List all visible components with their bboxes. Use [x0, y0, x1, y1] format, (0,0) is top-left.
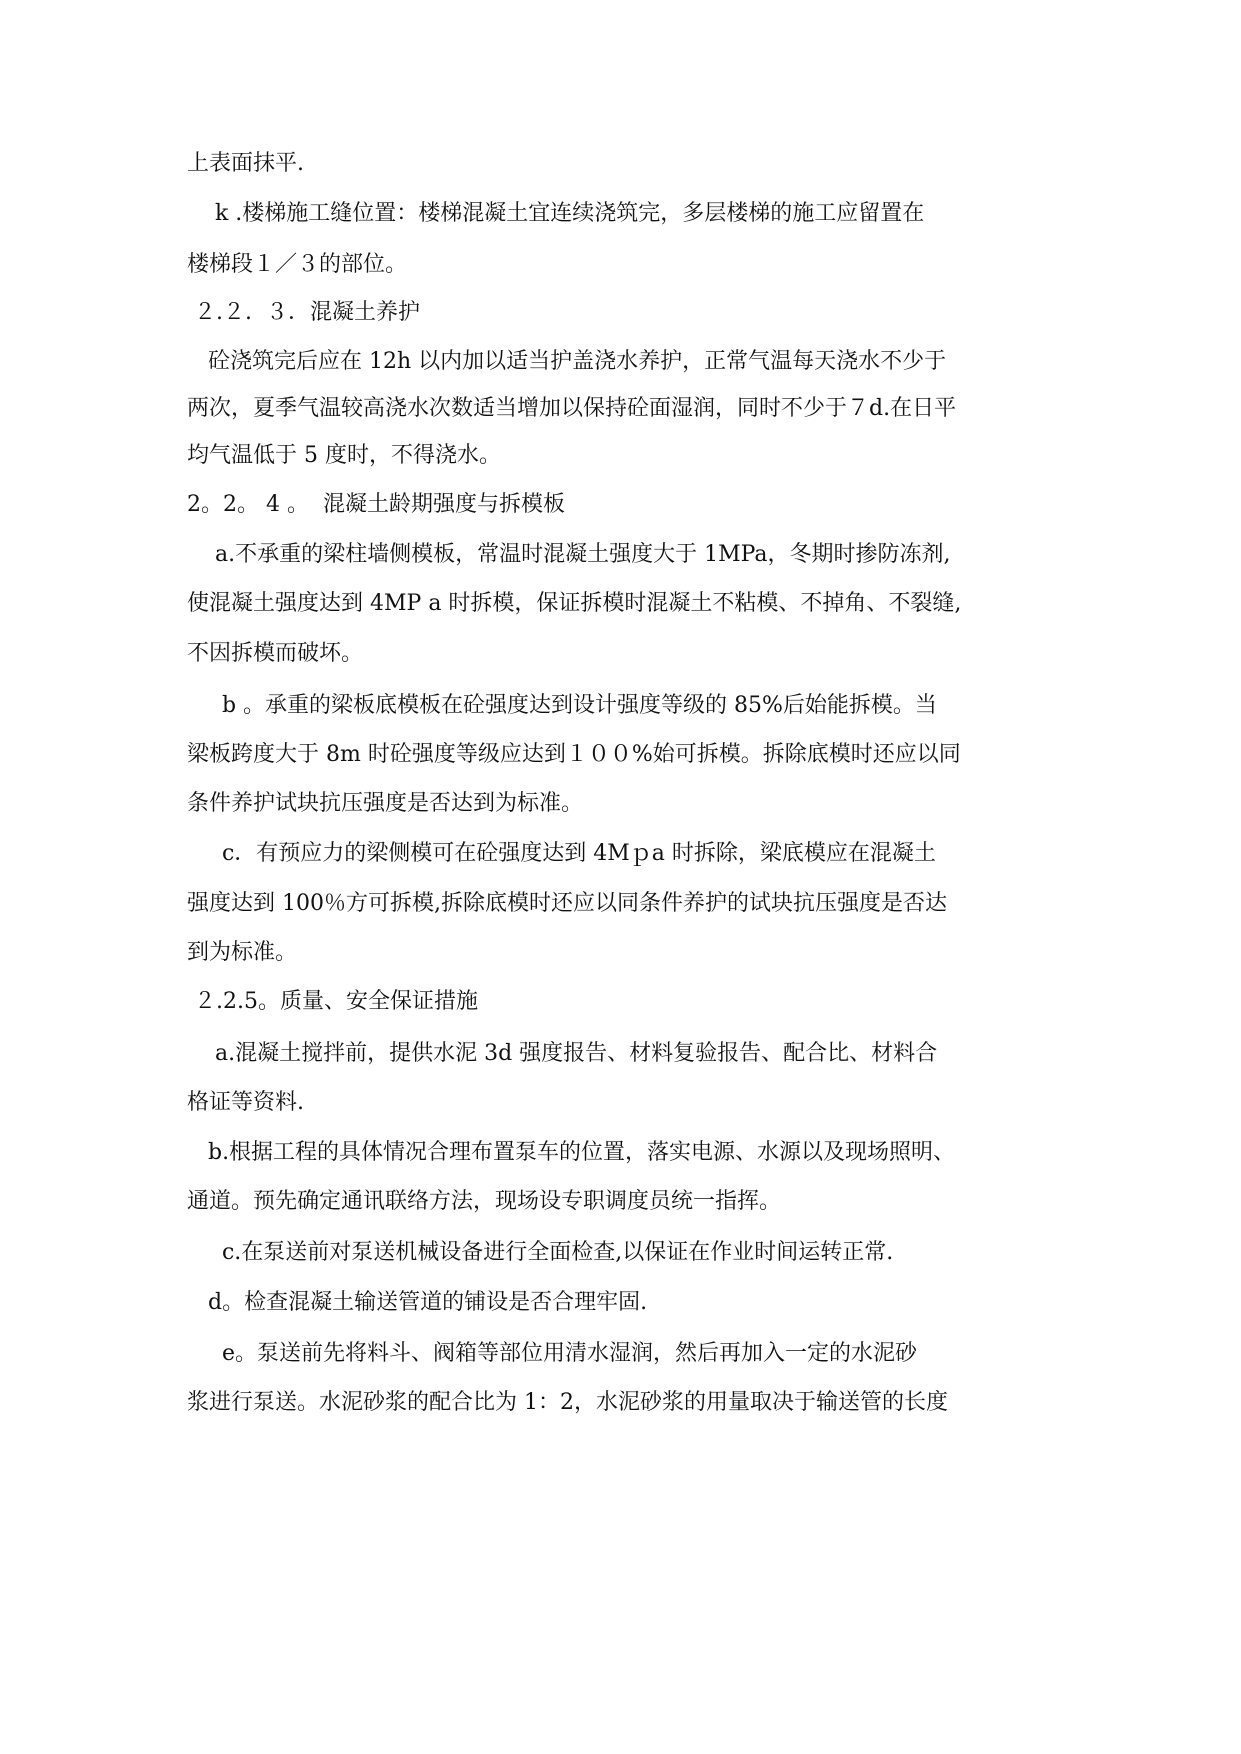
text-line: 上表面抹平.	[187, 151, 304, 176]
text-line: 不因拆模而破坏。	[187, 641, 364, 666]
text-line: 楼梯段１／３的部位。	[187, 252, 408, 277]
text-line: b.根据工程的具体情况合理布置泵车的位置，落实电源、水源以及现场照明、	[187, 1140, 956, 1165]
section-heading: 2。2。 4 。 混凝土龄期强度与拆模板	[187, 492, 565, 517]
text-line: 条件养护试块抗压强度是否达到为标准。	[187, 791, 584, 816]
text-line: 浆进行泵送。水泥砂浆的配合比为 1：2，水泥砂浆的用量取决于输送管的长度	[187, 1390, 948, 1415]
text-line: 梁板跨度大于 8m 时砼强度等级应达到１００%始可拆模。拆除底模时还应以同	[187, 742, 961, 767]
text-line: 使混凝土强度达到 4MP a 时拆模，保证拆模时混凝土不粘模、不掉角、不裂缝,	[187, 591, 962, 616]
section-heading: ２.2.5。质量、安全保证措施	[187, 989, 478, 1014]
text-line: 通道。预先确定通讯联络方法，现场设专职调度员统一指挥。	[187, 1189, 782, 1214]
text-line: 格证等资料.	[187, 1090, 304, 1115]
text-line: 两次，夏季气温较高浇水次数适当增加以保持砼面湿润，同时不少于７d.在日平	[187, 396, 957, 421]
text-line: c.在泵送前对泵送机械设备进行全面检查,以保证在作业时间运转正常.	[187, 1240, 894, 1265]
text-line: 到为标准。	[187, 940, 298, 965]
text-line: 砼浇筑完后应在 12h 以内加以适当护盖浇水养护，正常气温每天浇水不少于	[187, 349, 947, 374]
text-line: 均气温低于 5 度时，不得浇水。	[187, 443, 501, 468]
text-line: a.不承重的梁柱墙侧模板，常温时混凝土强度大于 1MPa，冬期时掺防冻剂,	[187, 542, 951, 567]
text-line: e。泵送前先将料斗、阀箱等部位用清水湿润，然后再加入一定的水泥砂	[187, 1341, 917, 1366]
text-line: k .楼梯施工缝位置：楼梯混凝土宜连续浇筑完，多层楼梯的施工应留置在	[187, 201, 925, 226]
section-heading: ２.２. ３．混凝土养护	[187, 300, 420, 325]
text-line: c．有预应力的梁侧模可在砼强度达到 4Mｐa 时拆除，梁底模应在混凝土	[187, 841, 936, 866]
text-line: 强度达到 100％方可拆模,拆除底模时还应以同条件养护的试块抗压强度是否达	[187, 891, 947, 916]
text-line: d。检查混凝土输送管道的铺设是否合理牢固.	[187, 1290, 648, 1315]
text-line: a.混凝土搅拌前，提供水泥 3d 强度报告、材料复验报告、配合比、材料合	[187, 1041, 938, 1066]
text-line: b 。承重的梁板底模板在砼强度达到设计强度等级的 85%后始能拆模。当	[187, 693, 937, 718]
